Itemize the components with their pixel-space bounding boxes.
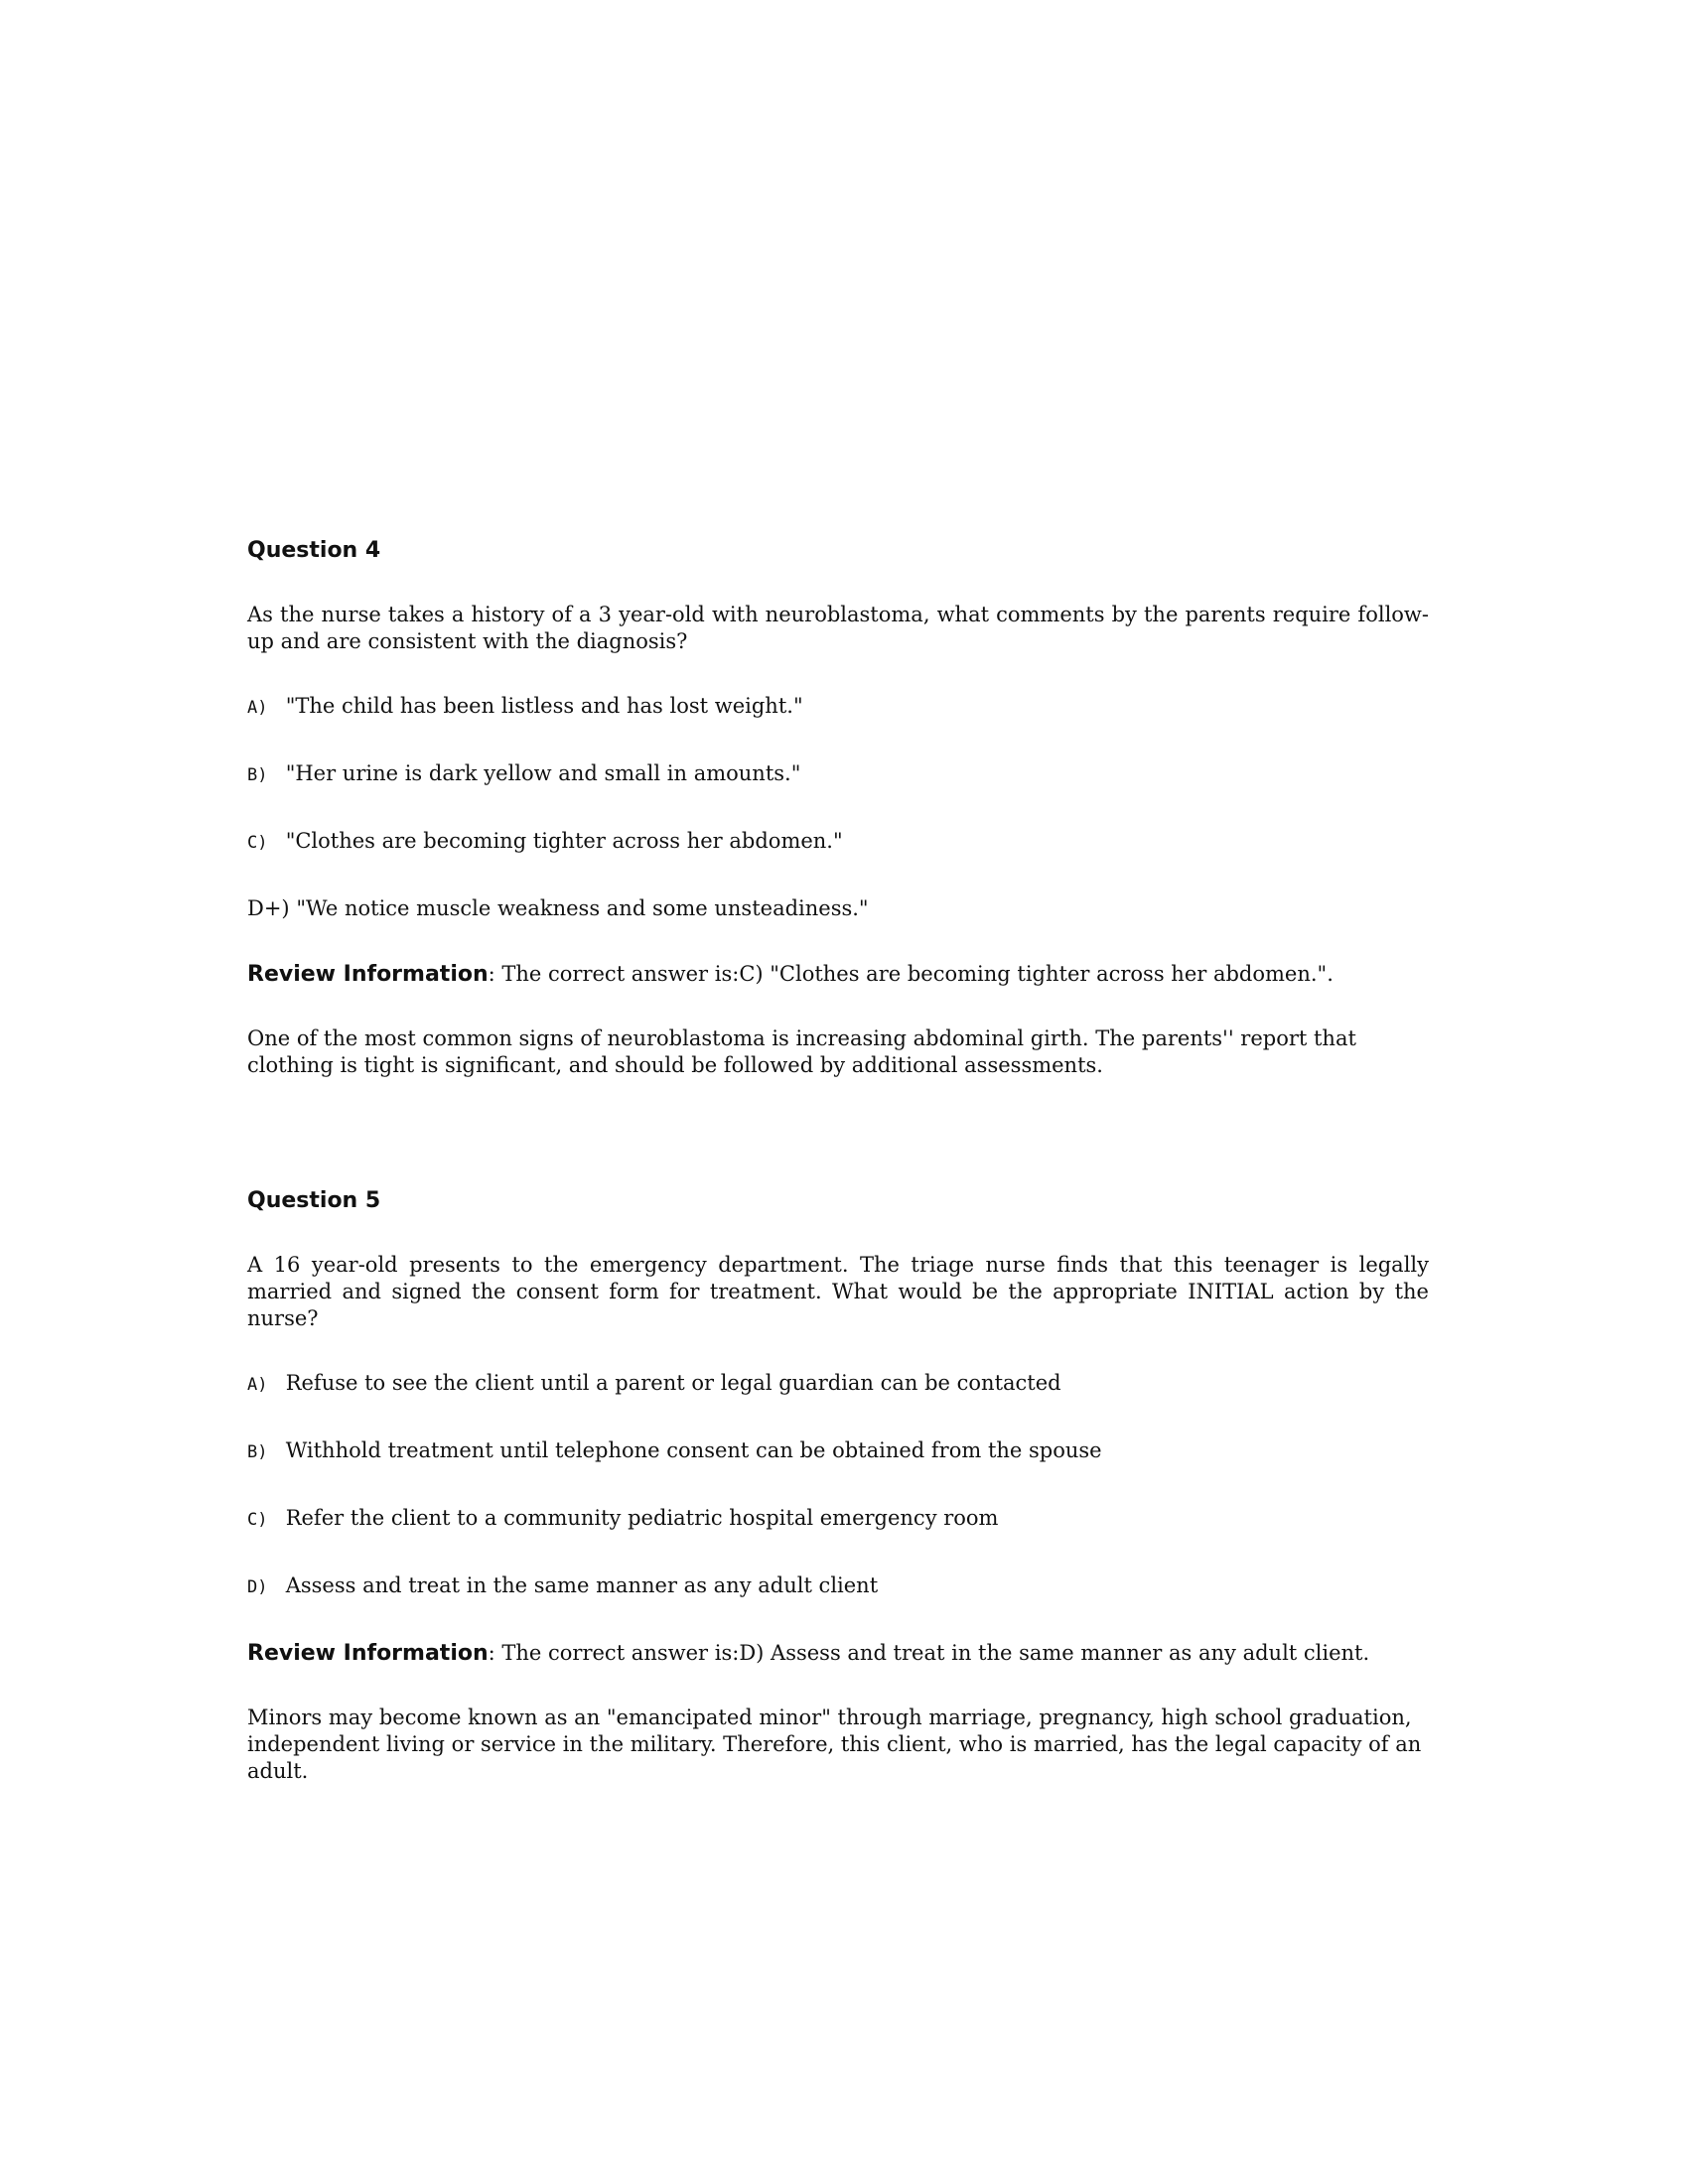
question-5-title: Question 5	[247, 1188, 381, 1213]
question-5-text: A 16 year-old presents to the emergency department. The triage nurse finds that this teenager is legally married and signed the consent form for treatment. What would be the appropriate INITIAL action by the nurse?	[247, 1253, 1429, 1330]
option-letter: D+)	[247, 896, 290, 920]
option-text: Withhold treatment until telephone consent can be obtained from the spouse	[285, 1438, 1102, 1462]
question-4-block	[247, 536, 1429, 1079]
question-5-option-d	[247, 1570, 1429, 1602]
option-text: "Clothes are becoming tighter across her abdomen."	[285, 829, 843, 853]
question-4-title: Question 4	[247, 538, 381, 563]
option-text: Assess and treat in the same manner as any adult client	[285, 1573, 879, 1597]
option-text: Refuse to see the client until a parent or legal guardian can be contacted	[285, 1371, 1061, 1395]
option-text: "The child has been listless and has lost weight."	[285, 694, 803, 718]
question-4-option-d	[247, 893, 1429, 923]
option-text: Refer the client to a community pediatric hospital emergency room	[285, 1506, 999, 1530]
review-answer: : The correct answer is:D) Assess and treat in the same manner as any adult client.	[488, 1641, 1370, 1665]
question-4-rationale: One of the most common signs of neuroblastoma is increasing abdominal girth. The parents'' report that clothing is tight is significant, and should be followed by additional assessments.	[247, 1026, 1356, 1077]
question-5-option-a	[247, 1368, 1429, 1400]
question-5-option-c	[247, 1503, 1429, 1535]
review-label: Review Information	[247, 1641, 489, 1666]
review-label: Review Information	[247, 962, 489, 987]
question-5-rationale: Minors may become known as an "emancipated minor" through marriage, pregnancy, high school graduation, independent living or service in the military. Therefore, this client, who is married, has the legal capacity of an adult.	[247, 1706, 1422, 1783]
question-4-option-a	[247, 691, 1429, 723]
option-letter: A)	[247, 1375, 268, 1395]
option-letter: C)	[247, 833, 268, 853]
option-text: "We notice muscle weakness and some unsteadiness."	[296, 896, 869, 920]
option-letter: C)	[247, 1510, 268, 1530]
option-text: "Her urine is dark yellow and small in amounts."	[285, 761, 801, 785]
review-answer: : The correct answer is:C) "Clothes are becoming tighter across her abdomen.".	[488, 962, 1334, 986]
question-5-block	[247, 1186, 1429, 1785]
question-5-review	[247, 1638, 1429, 1669]
question-4-text: As the nurse takes a history of a 3 year-old with neuroblastoma, what comments by the parents require follow-up and are consistent with the diagnosis?	[247, 603, 1429, 653]
option-letter: B)	[247, 1442, 268, 1462]
question-4-review	[247, 959, 1429, 990]
question-5-option-b	[247, 1435, 1429, 1467]
question-4-option-b	[247, 758, 1429, 790]
option-letter: D)	[247, 1577, 268, 1597]
option-letter: B)	[247, 765, 268, 785]
question-4-option-c	[247, 826, 1429, 858]
option-letter: A)	[247, 698, 268, 718]
